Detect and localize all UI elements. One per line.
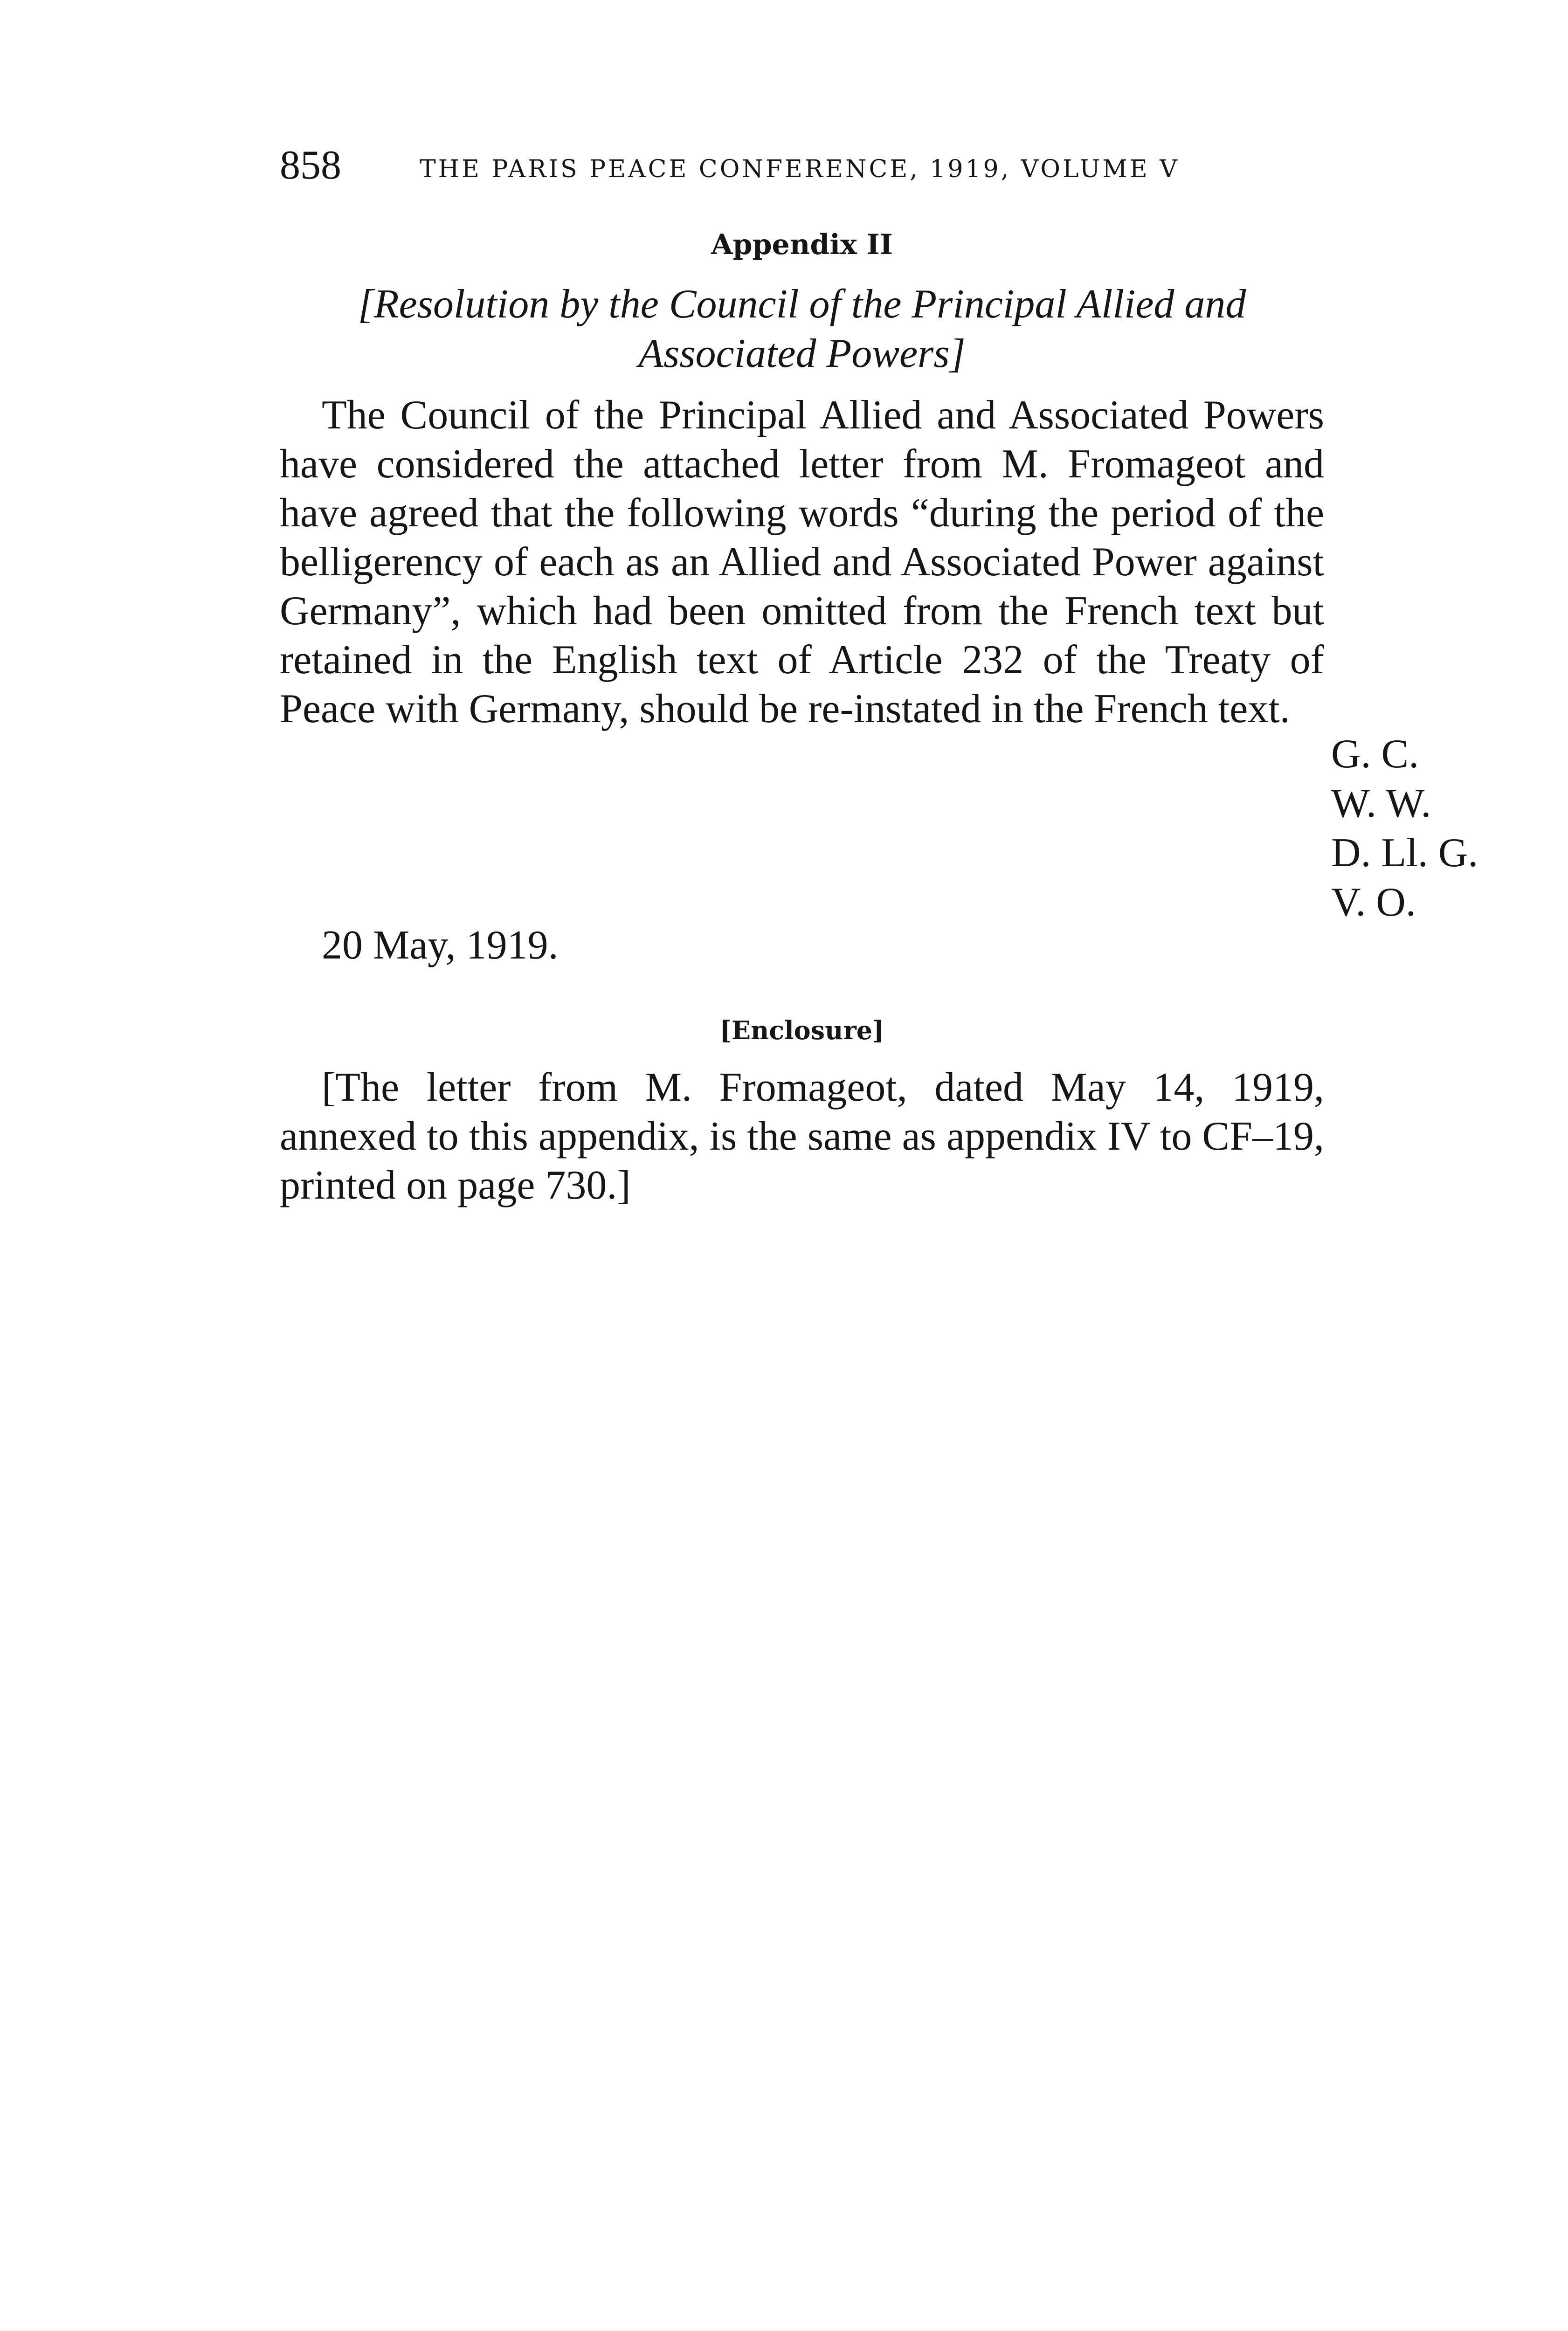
resolution-date: 20 May, 1919. <box>322 923 559 968</box>
signature-initials: V. O. <box>1331 880 1416 925</box>
signature-block <box>1331 730 1478 927</box>
appendix-heading: Appendix II <box>711 228 893 261</box>
running-header <box>280 142 1343 193</box>
signature-initials: G. C. <box>1331 731 1419 777</box>
signature-initials: W. W. <box>1331 781 1431 826</box>
signature-initials: D. Ll. G. <box>1331 830 1478 876</box>
enclosure-heading: [Enclosure] <box>719 1015 884 1045</box>
page-number: 858 <box>280 143 341 188</box>
running-title: THE PARIS PEACE CONFERENCE, 1919, VOLUME V <box>420 155 1180 183</box>
enclosure-body: [The letter from M. Fromageot, dated May 14, 1919, annexed to this appendix, is the same as appendix IV to CF–19, printed on page 730.] <box>280 1065 1324 1208</box>
resolution-title: [Resolution by the Council of the Principal Allied and Associated Powers] <box>358 282 1246 376</box>
resolution-body: The Council of the Principal Allied and Associated Powers have considered the attached letter from M. Fromageot and have agreed that the following words “during the period of the belligerency of each as an Allied and Associated Power against Germany”, which had been omitted from the French text but retained in the English text of Article 232 of the Treaty of Peace with Germany, should be re-instated in the French text. <box>280 393 1324 731</box>
